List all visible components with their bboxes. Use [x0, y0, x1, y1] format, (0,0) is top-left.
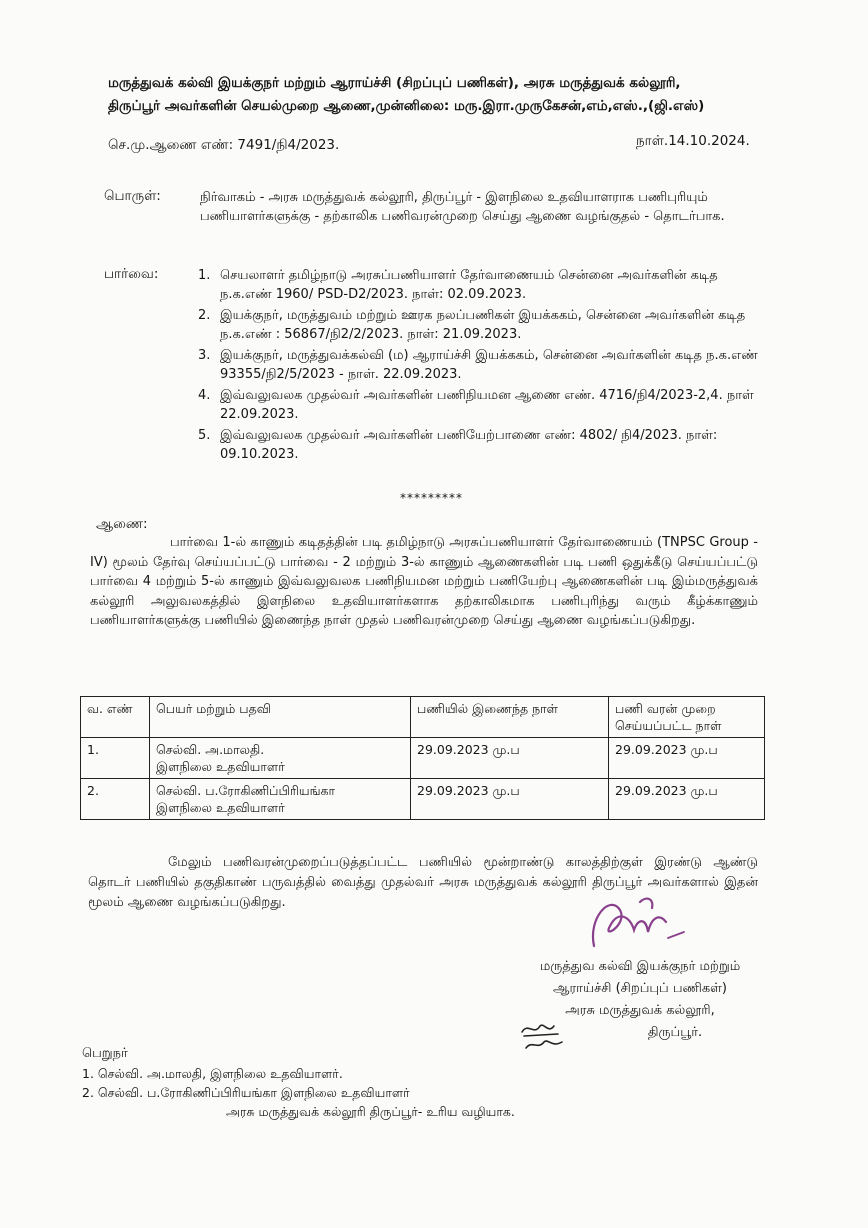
cell-name-post [150, 779, 411, 820]
header-line-2: திருப்பூர் அவர்களின் செயல்முறை ஆணை,முன்னிலை: மரு.இரா.முருகேசன்,எம்,எஸ்.,(ஜி.எஸ்) [108, 98, 705, 114]
cell-joined: 29.09.2023 மு.ப [411, 779, 609, 820]
subject-label: பொருள்: [104, 188, 161, 204]
reference-item [198, 306, 758, 344]
references-list [198, 266, 758, 466]
order-label: ஆணை: [96, 516, 148, 532]
signatory-line-2: ஆராய்ச்சி (சிறப்புப் பணிகள்) [553, 981, 727, 996]
cell-post: இளநிலை உதவியாளர் [156, 759, 285, 774]
cell-name: செல்வி. ப.ரோகிணிப்பிரியங்கா [156, 783, 336, 798]
recipient-item: 1. செல்வி. அ.மாலதி, இளநிலை உதவியாளர். [82, 1066, 343, 1081]
reference-text: இவ்வலுவலக முதல்வர் அவர்களின் பணிநியமன ஆணை எண். 4716/நி4/2023-2,4. நாள் 22.09.2023. [220, 388, 754, 422]
column-header-sno: வ. எண் [81, 697, 150, 738]
closing-paragraph: மேலும் பணிவரன்முறைப்படுத்தப்பட்ட பணியில் மூன்றாண்டு காலத்திற்குள் இரண்டு ஆண்டு தொடர் பணியில் தகுதிகாண் பருவத்தில் வைத்து முதல்வர் அரசு மருத்துவக் கல்லூரி திருப்பூர் அவர்களால் இதன் மூலம் ஆணை வழங்கப்படுகிறது. [88, 855, 758, 910]
cell-name: செல்வி. அ.மாலதி. [156, 742, 265, 757]
order-date: நாள்.14.10.2024. [636, 133, 750, 149]
initials-icon [518, 1018, 568, 1054]
staff-table [80, 696, 765, 820]
signatory-line-1: மருத்துவ கல்வி இயக்குநர் மற்றும் [539, 959, 741, 974]
recipients-list [82, 1064, 682, 1121]
reference-text: இயக்குநர், மருத்துவக்கல்வி (ம) ஆராய்ச்சி இயக்ககம், சென்னை அவர்களின் கடித ந.க.எண் 93355/நி2/5/2023 - நாள். 22.09.2023. [220, 348, 758, 382]
cell-sno: 1. [81, 738, 150, 779]
reference-text: இவ்வலுவலக முதல்வர் அவர்களின் பணியேற்பாணை எண்: 4802/ நி4/2023. நாள்: 09.10.2023. [220, 428, 718, 462]
reference-number: 3. [198, 348, 211, 363]
recipient-via: அரசு மருத்துவக் கல்லூரி திருப்பூர்- உரிய வழியாக. [226, 1104, 515, 1119]
letterhead [108, 72, 788, 118]
reference-number: செ.மு.ஆணை எண்: 7491/நி4/2023. [108, 137, 340, 153]
column-header-joined: பணியில் இணைந்த நாள் [411, 697, 609, 738]
signatory-line-4: திருப்பூர். [647, 1025, 703, 1040]
reference-item [198, 426, 758, 464]
reference-number: 2. [198, 308, 211, 323]
signatory-line-3: அரசு மருத்துவக் கல்லூரி, [565, 1003, 715, 1018]
reference-text: இயக்குநர், மருத்துவம் மற்றும் ஊரக நலப்பணிகள் இயக்ககம், சென்னை அவர்களின் கடித ந.க.எண் : 56867/நி2/2/2023. நாள்: 21.09.2023. [220, 308, 746, 342]
table-row [81, 738, 765, 779]
cell-regularized: 29.09.2023 மு.ப [609, 779, 765, 820]
cell-post: இளநிலை உதவியாளர் [156, 800, 285, 815]
reference-number: 5. [198, 428, 211, 443]
table-row [81, 779, 765, 820]
reference-number: 1. [198, 268, 211, 283]
column-header-name: பெயர் மற்றும் பதவி [150, 697, 411, 738]
cell-sno: 2. [81, 779, 150, 820]
reference-item [198, 386, 758, 424]
header-line-1: மருத்துவக் கல்வி இயக்குநர் மற்றும் ஆராய்ச்சி (சிறப்புப் பணிகள்), அரசு மருத்துவக் கல்லூரி, [108, 75, 681, 91]
reference-item [198, 266, 758, 304]
order-text: பார்வை 1-ல் காணும் கடிதத்தின் படி தமிழ்நாடு அரசுப்பணியாளர் தேர்வாணையம் (TNPSC Group -IV) மூலம் தேர்வு செய்யப்பட்டு பார்வை - 2 மற்றும் 3-ல் காணும் ஆணைகளின் படி பணி ஒதுக்கீடு செய்யப்பட்டு பார்வை 4 மற்றும் 5-ல் காணும் இவ்வலுவலக பணிநியமன மற்றும் பணியேற்பு ஆணைகளின் படி இம்மருத்துவக் கல்லூரி அலுவலகத்தில் இளநிலை உதவியாளர்களாக தற்காலிகமாக பணிபுரிந்து வரும் கீழ்க்காணும் பணியாளர்களுக்கு பணியில் இணைந்த நாள் முதல் பணிவரன்முறை செய்து ஆணை வழங்கப்படுகிறது. [90, 535, 758, 628]
reference-item [198, 346, 758, 384]
recipients-label: பெறுநர் [82, 1046, 128, 1061]
cell-regularized: 29.09.2023 மு.ப [609, 738, 765, 779]
cell-joined: 29.09.2023 மு.ப [411, 738, 609, 779]
signature-icon [580, 888, 690, 958]
column-header-regularized: பணி வரன் முறை செய்யப்பட்ட நாள் [609, 697, 765, 738]
reference-number: 4. [198, 388, 211, 403]
subject-text: நிர்வாகம் - அரசு மருத்துவக் கல்லூரி, திருப்பூர் - இளநிலை உதவியாளராக பணிபுரியும் பணியாளர்களுக்கு - தற்காலிக பணிவரன்முறை செய்து ஆணை வழங்குதல் - தொடர்பாக. [200, 190, 725, 224]
cell-name-post [150, 738, 411, 779]
reference-text: செயலாளர் தமிழ்நாடு அரசுப்பணியாளர் தேர்வாணையம் சென்னை அவர்களின் கடித ந.க.எண் 1960/ PSD-D2/2023. நாள்: 02.09.2023. [220, 268, 718, 302]
references-label: பார்வை: [104, 266, 159, 282]
section-separator: ********* [400, 491, 463, 505]
recipient-item: 2. செல்வி. ப.ரோகிணிப்பிரியங்கா இளநிலை உதவியாளர் [82, 1085, 410, 1100]
table-header-row [81, 697, 765, 738]
